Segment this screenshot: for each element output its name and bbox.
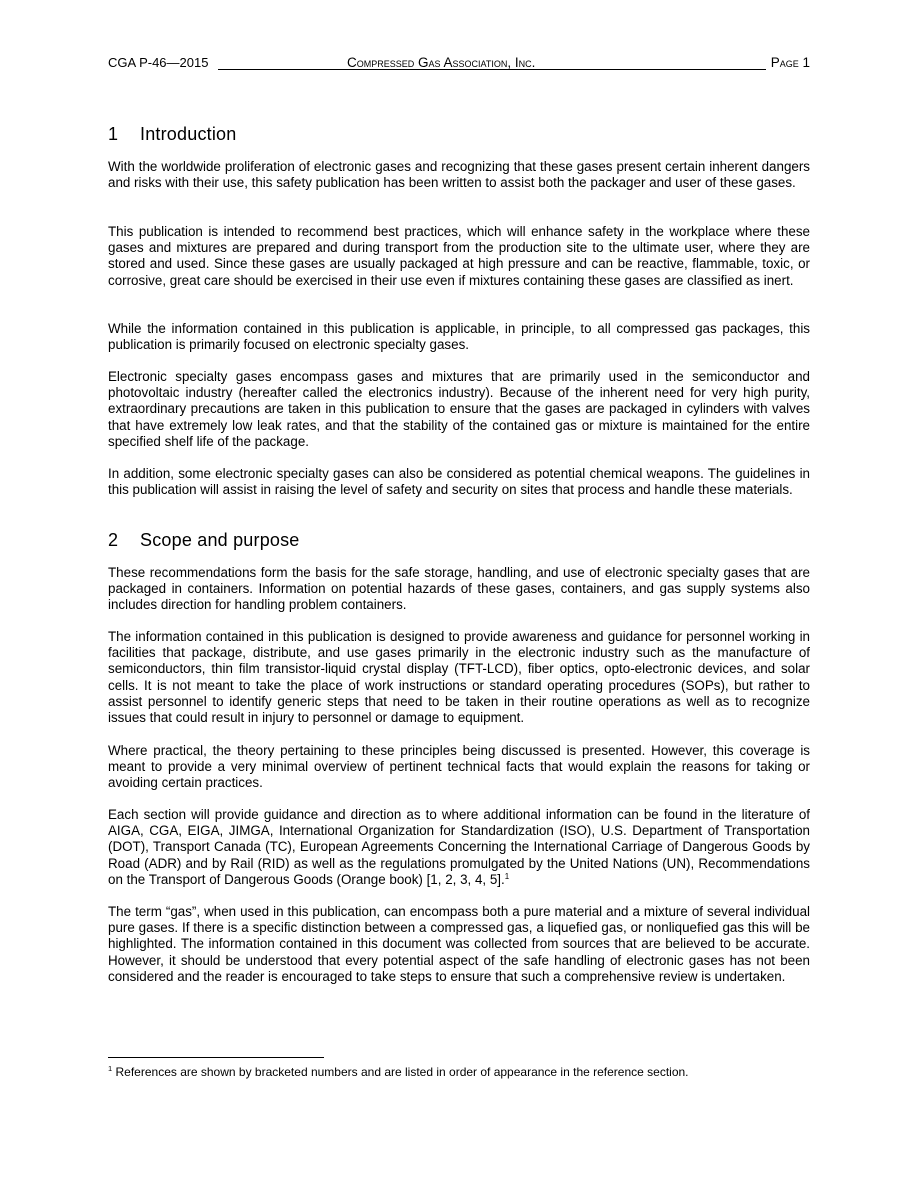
footnote-rule bbox=[108, 1057, 324, 1058]
references-paragraph-text: Each section will provide guidance and direction as to where additional information can be found in the literature of AIGA, CGA, EIGA, JIMGA, International Organization for Standardization (ISO), U.S. Department of Transportation (DOT), Transport Canada (TC), European Agreements Concerning the International Carriage of Dangerous Goods by Road (ADR) and by Rail (RID) as well as the regulations promulgated by the United Nations (UN), Recommendations on the Transport of Dangerous Goods (Orange book) [1, 2, 3, 4, 5]. bbox=[108, 807, 810, 887]
section-2-heading bbox=[108, 529, 300, 551]
section-1-paragraph: This publication is intended to recommend best practices, which will enhance safety in the workplace where these gases and mixtures are prepared and during transport from the production site to the ultimate user, where they are stored and used. Since these gases are usually packaged at high pressure and can be reactive, flammable, toxic, or corrosive, great care should be exercised in their use even if mixtures containing these gases are classified as inert. bbox=[108, 224, 810, 288]
footnote-text: References are shown by bracketed numbers and are listed in order of appearance in the reference section. bbox=[112, 1065, 689, 1079]
header-page-number: Page 1 bbox=[770, 55, 810, 70]
section-2-title: Scope and purpose bbox=[140, 530, 300, 550]
header-publisher: Compressed Gas Association, Inc. bbox=[347, 55, 536, 70]
header-rule bbox=[218, 69, 766, 70]
section-2-paragraph bbox=[108, 807, 810, 888]
section-2-paragraph: Where practical, the theory pertaining to these principles being discussed is presented. However, this coverage is meant to provide a very minimal overview of pertinent technical facts that would explain the reasons for taking or avoiding certain practices. bbox=[108, 743, 810, 791]
section-2-paragraph: These recommendations form the basis for the safe storage, handling, and use of electronic specialty gases that are packaged in containers. Information on potential hazards of these gases, containers, and gas supply systems also includes direction for handling problem containers. bbox=[108, 565, 810, 613]
footnote-reference: 1 bbox=[504, 871, 510, 881]
section-1-number: 1 bbox=[108, 124, 119, 144]
section-1-paragraph: In addition, some electronic specialty gases can also be considered as potential chemical weapons. The guidelines in this publication will assist in raising the level of safety and security on sites that process and handle these materials. bbox=[108, 466, 810, 498]
page-header bbox=[108, 55, 810, 71]
section-1-paragraph: With the worldwide proliferation of electronic gases and recognizing that these gases present certain inherent dangers and risks with their use, this safety publication has been written to assist both the packager and user of these gases. bbox=[108, 159, 810, 191]
section-1-heading bbox=[108, 123, 236, 145]
header-doc-id: CGA P-46—2015 bbox=[108, 55, 209, 70]
footnote-marker: 1 bbox=[108, 1064, 113, 1073]
section-2-number: 2 bbox=[108, 530, 119, 550]
section-2-paragraph: The information contained in this publication is designed to provide awareness and guidance for personnel working in facilities that package, distribute, and use gases primarily in the electronic industry such as the manufacture of semiconductors, thin film transistor-liquid crystal display (TFT-LCD), fiber optics, opto-electronic devices, and solar cells. It is not meant to take the place of work instructions or standard operating procedures (SOPs), but rather to assist personnel to identify generic steps that need to be taken in their routine operations as well as to recognize issues that could result in injury to personnel or damage to equipment. bbox=[108, 629, 810, 726]
section-1-paragraph: While the information contained in this publication is applicable, in principle, to all compressed gas packages, this publication is primarily focused on electronic specialty gases. bbox=[108, 321, 810, 353]
footnote bbox=[108, 1065, 689, 1079]
section-1-paragraph: Electronic specialty gases encompass gases and mixtures that are primarily used in the semiconductor and photovoltaic industry (hereafter called the electronics industry). Because of the inherent need for very high purity, extraordinary precautions are taken in this publication to ensure that the gases are packaged in cylinders with valves that have extremely low leak rates, and that the stability of the contained gas or mixture is maintained for the entire specified shelf life of the package. bbox=[108, 369, 810, 449]
section-2-paragraph: The term “gas”, when used in this publication, can encompass both a pure material and a mixture of several individual pure gases. If there is a specific distinction between a compressed gas, a liquefied gas, or nonliquefied gas this will be highlighted. The information contained in this document was collected from sources that are believed to be accurate. However, it should be understood that every potential aspect of the safe handling of electronic gases has not been considered and the reader is encouraged to take steps to ensure that such a comprehensive review is undertaken. bbox=[108, 904, 810, 984]
section-1-title: Introduction bbox=[140, 124, 237, 144]
